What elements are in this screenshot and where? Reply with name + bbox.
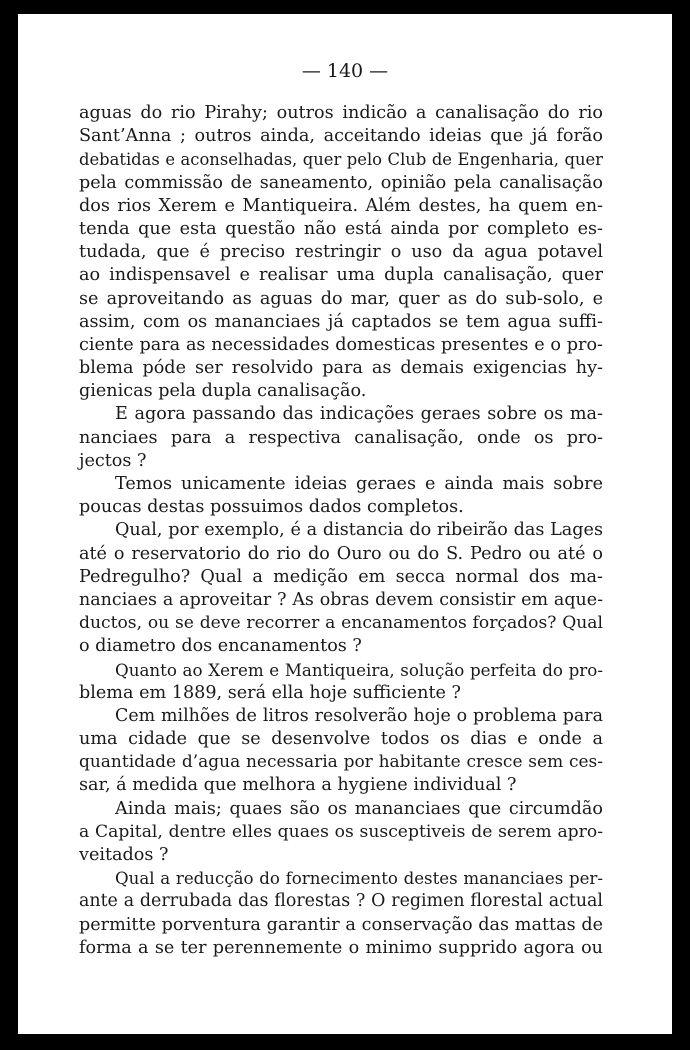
text-line: jectos ? — [79, 450, 147, 471]
text-line: o diametro dos encanamentos ? — [79, 636, 362, 657]
text-line: se aproveitando as aguas do mar, quer as do sub-solo, e — [79, 288, 603, 309]
text-line: tenda que esta questão não está ainda por completo es- — [79, 218, 603, 239]
text-line: dos rios Xerem e Mantiqueira. Além destes, ha quem en- — [79, 195, 603, 216]
text-line: E agora passando das indicações geraes sobre os ma- — [115, 404, 603, 425]
text-line: quantidade d’agua necessaria por habitante cresce sem ces- — [79, 752, 603, 773]
text-line: poucas destas possuimos dados completos. — [79, 497, 464, 518]
text-line: Pedregulho? Qual a medição em secca normal dos ma- — [79, 566, 603, 587]
text-line: forma a se ter perennemente o minimo supprido agora ou — [79, 937, 603, 958]
body-text — [79, 102, 603, 960]
text-line: uma cidade que se desenvolve todos os dias e onde a — [79, 729, 603, 750]
text-line: ao indispensavel e realisar uma dupla canalisação, quer — [79, 265, 603, 286]
text-line: debatidas e aconselhadas, quer pelo Club de Engenharia, quer — [79, 150, 603, 170]
text-line: blema póde ser resolvido para as demais exigencias hy- — [79, 358, 603, 379]
text-line: até o reservatorio do rio do Ouro ou do S. Pedro ou até o — [79, 543, 603, 564]
text-line: pela commissão de saneamento, opinião pela canalisação — [79, 172, 603, 193]
text-line: Temos unicamente ideias geraes e ainda mais sobre — [115, 474, 603, 494]
text-line: a Capital, dentre elles quaes os susceptiveis de serem apro- — [79, 821, 603, 842]
text-line: nanciaes para a respectiva canalisação, onde os pro- — [79, 427, 603, 448]
text-line: tudada, que é preciso restringir o uso da agua potavel — [79, 242, 603, 263]
text-line: ductos, ou se deve recorrer a encanamentos forçados? Qual — [79, 613, 603, 634]
text-line: veitados ? — [79, 845, 169, 865]
text-line: Quanto ao Xerem e Mantiqueira, solução perfeita do pro- — [115, 659, 603, 680]
text-line: Ainda mais; quaes são os mananciaes que circumdão — [115, 798, 603, 819]
page-number: — 140 — — [301, 60, 389, 82]
text-line: assim, com os mananciaes já captados se tem agua suffi- — [79, 311, 603, 332]
text-line: Qual a reducção do fornecimento destes mananciaes per- — [115, 869, 603, 889]
text-line: blema em 1889, será ella hoje sufficiente ? — [79, 682, 461, 703]
text-line: Qual, por exemplo, é a distancia do ribeirão das Lages — [115, 520, 603, 541]
text-line: permitte porventura garantir a conservação das mattas de — [79, 914, 603, 935]
text-line: gienicas pela dupla canalisação. — [79, 381, 367, 402]
text-line: aguas do rio Pirahy; outros indicão a canalisação do rio — [79, 103, 603, 123]
text-line: ciente para as necessidades domesticas presentes e o pro- — [79, 334, 603, 355]
text-line: Cem milhões de litros resolverão hoje o problema para — [115, 705, 603, 726]
text-line: Sant’Anna ; outros ainda, acceitando ideias que já forão — [79, 126, 603, 147]
text-line: sar, á medida que melhora a hygiene individual ? — [79, 775, 517, 796]
text-line: ante a derrubada das florestas ? O regimen florestal actual — [79, 891, 603, 912]
book-page — [18, 14, 672, 1034]
text-line: nanciaes a aproveitar ? As obras devem consistir em aque- — [79, 589, 603, 610]
